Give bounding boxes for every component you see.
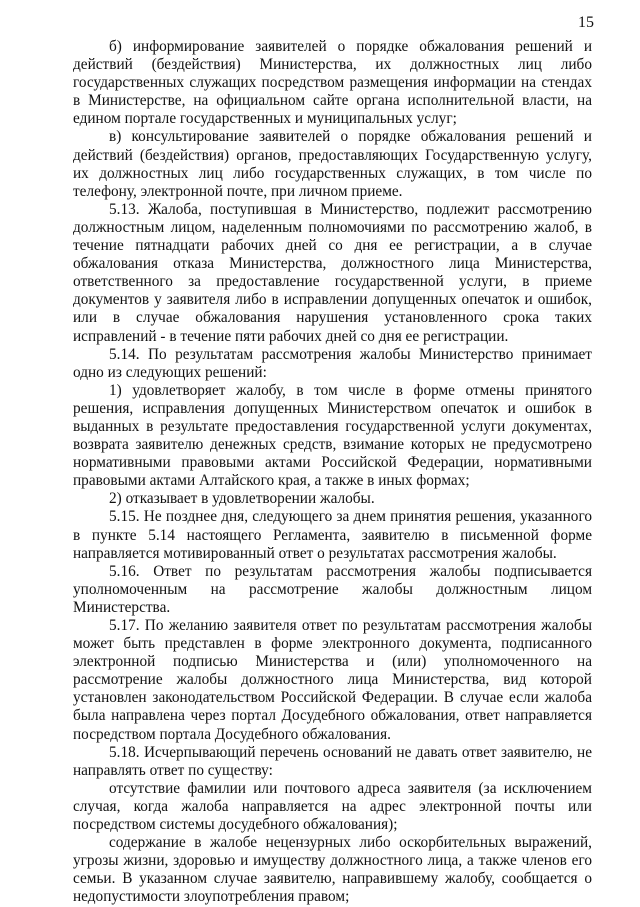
list-item-obscene-content: содержание в жалобе нецензурных либо оскорбительных выражений, угрозы жизни, здоровью и имуществу должностного лица, а также членов его семьи. В указанном случае заявителю, направившему жалобу, сообщается о недопустимости злоупотребления правом; bbox=[73, 834, 592, 906]
paragraph-5-14: 5.14. По результатам рассмотрения жалобы Министерство принимает одно из следующих решений: bbox=[73, 345, 592, 381]
paragraph-b-informing: б) информирование заявителей о порядке обжалования решений и действий (бездействия) Министерства, их должностных лиц либо государственных служащих посредством размещения информации на стендах в Министерстве, на официальном сайте органа исполнительной власти, на едином портале государственных и муниципальных услуг; bbox=[73, 38, 592, 128]
list-item-2-refuses: 2) отказывает в удовлетворении жалобы. bbox=[109, 490, 375, 508]
paragraph-5-18: 5.18. Исчерпывающий перечень оснований не давать ответ заявителю, не направлять ответ по существу: bbox=[73, 743, 592, 779]
paragraph-5-16: 5.16. Ответ по результатам рассмотрения жалобы подписывается уполномоченным на рассмотрение жалобы должностным лицом Министерства. bbox=[73, 562, 592, 616]
paragraph-v-consulting: в) консультирование заявителей о порядке обжалования решений и действий (бездействия) органов, предоставляющих Государственную услугу, их должностных лиц либо государственных служащих, в том числе по телефону, электронной почте, при личном приеме. bbox=[73, 128, 592, 200]
document-body bbox=[73, 38, 592, 907]
paragraph-5-17: 5.17. По желанию заявителя ответ по результатам рассмотрения жалобы может быть представлен в форме электронного документа, подписанного электронной подписью Министерства и (или) уполномоченного на рассмотрение жалобы должностного лица Министерства, вид которой установлен законодательством Российской Федерации. В случае если жалоба была направлена через портал Досудебного обжалования, ответ направляется посредством портала Досудебного обжалования. bbox=[73, 617, 592, 743]
page-number: 15 bbox=[578, 14, 594, 31]
paragraph-5-15: 5.15. Не позднее дня, следующего за днем принятия решения, указанного в пункте 5.14 настоящего Регламента, заявителю в письменной форме направляется мотивированный ответ о результатах рассмотрения жалобы. bbox=[73, 508, 592, 562]
list-item-1-satisfies: 1) удовлетворяет жалобу, в том числе в форме отмены принятого решения, исправления допущенных Министерством опечаток и ошибок в выданных в результате предоставления государственной услуги документах, возврата заявителю денежных средств, взимание которых не предусмотрено нормативными правовыми актами Российской Федерации, нормативными правовыми актами Алтайского края, а также в иных формах; bbox=[73, 381, 592, 490]
paragraph-5-13: 5.13. Жалоба, поступившая в Министерство, подлежит рассмотрению должностным лицом, наделенным полномочиями по рассмотрению жалоб, в течение пятнадцати рабочих дней со дня ее регистрации, а в случае обжалования отказа Министерства, должностного лица Министерства, ответственного за предоставление государственной услуги, в приеме документов у заявителя либо в исправлении допущенных опечаток и ошибок, или в случае обжалования нарушения установленного срока таких исправлений - в течение пяти рабочих дней со дня ее регистрации. bbox=[73, 200, 592, 345]
list-item-no-name-address: отсутствие фамилии или почтового адреса заявителя (за исключением случая, когда жалоба направляется на адрес электронной почты или посредством системы досудебного обжалования); bbox=[73, 779, 592, 834]
